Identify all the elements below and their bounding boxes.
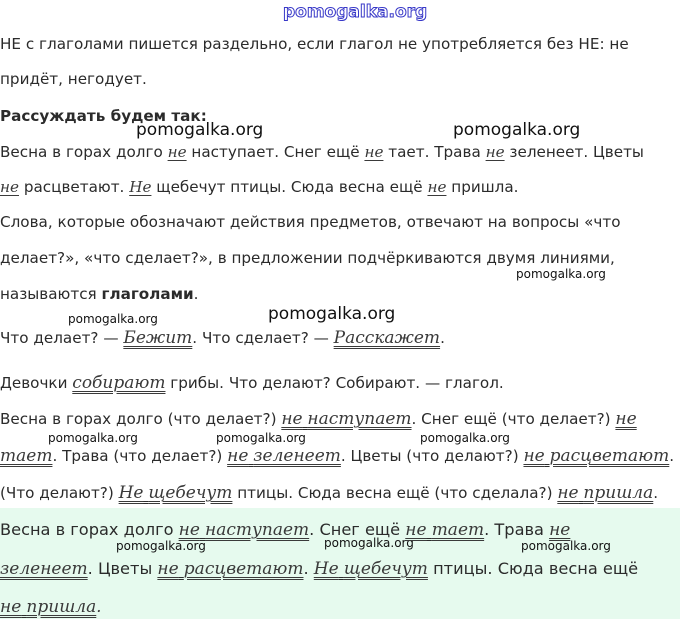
watermark: pomogalka.org <box>521 539 611 553</box>
watermark: pomogalka.org <box>136 120 264 140</box>
answer-line: Весна в горах долго не наступает. Снег ещё не тает. Трава не <box>0 520 571 540</box>
watermark: pomogalka.org <box>453 120 581 140</box>
watermark: pomogalka.org <box>116 539 206 553</box>
original-text: не расцветают. Не щебечут птицы. Сюда весна ещё не пришла. <box>0 178 519 196</box>
original-text: Весна в горах долго не наступает. Снег ещё не тает. Трава не зеленеет. Цветы <box>0 143 644 161</box>
analysis-line: Весна в горах долго (что делает?) не наступает. Снег ещё (что делает?) не <box>0 409 637 429</box>
explanation-text: называются глаголами. <box>0 285 199 303</box>
analysis-line: (Что делают?) Не щебечут птицы. Сюда весна ещё (что сделала?) не пришла. <box>0 483 659 503</box>
analysis-line: тает. Трава (что делает?) не зеленеет. Цветы (что делают?) не расцветают. <box>0 446 675 466</box>
watermark: pomogalka.org <box>68 312 158 326</box>
watermark-top: pomogalka.org <box>283 2 428 22</box>
questions-line: Что делает? — Бежит. Что сделает? — Расскажет. <box>0 328 445 348</box>
rule-text: НЕ с глаголами пишется раздельно, если глагол не употребляется без НЕ: не <box>0 35 629 53</box>
example-line: Девочки собирают грибы. Что делают? Собирают. — глагол. <box>0 373 504 393</box>
explanation-text: Слова, которые обозначают действия предметов, отвечают на вопросы «что <box>0 213 621 231</box>
answer-line: не пришла. <box>0 597 102 617</box>
watermark: pomogalka.org <box>216 431 306 445</box>
watermark: pomogalka.org <box>268 304 396 324</box>
watermark: pomogalka.org <box>48 431 138 445</box>
answer-line: зеленеет. Цветы не расцветают. Не щебечут птицы. Сюда весна ещё <box>0 559 639 579</box>
rule-text: придёт, негодует. <box>0 70 147 88</box>
watermark: pomogalka.org <box>420 431 510 445</box>
watermark: pomogalka.org <box>324 536 414 550</box>
watermark: pomogalka.org <box>516 267 606 281</box>
section-heading: Рассуждать будем так: <box>0 107 207 125</box>
explanation-text: делает?», «что сделает?», в предложении подчёркиваются двумя линиями, <box>0 249 615 267</box>
